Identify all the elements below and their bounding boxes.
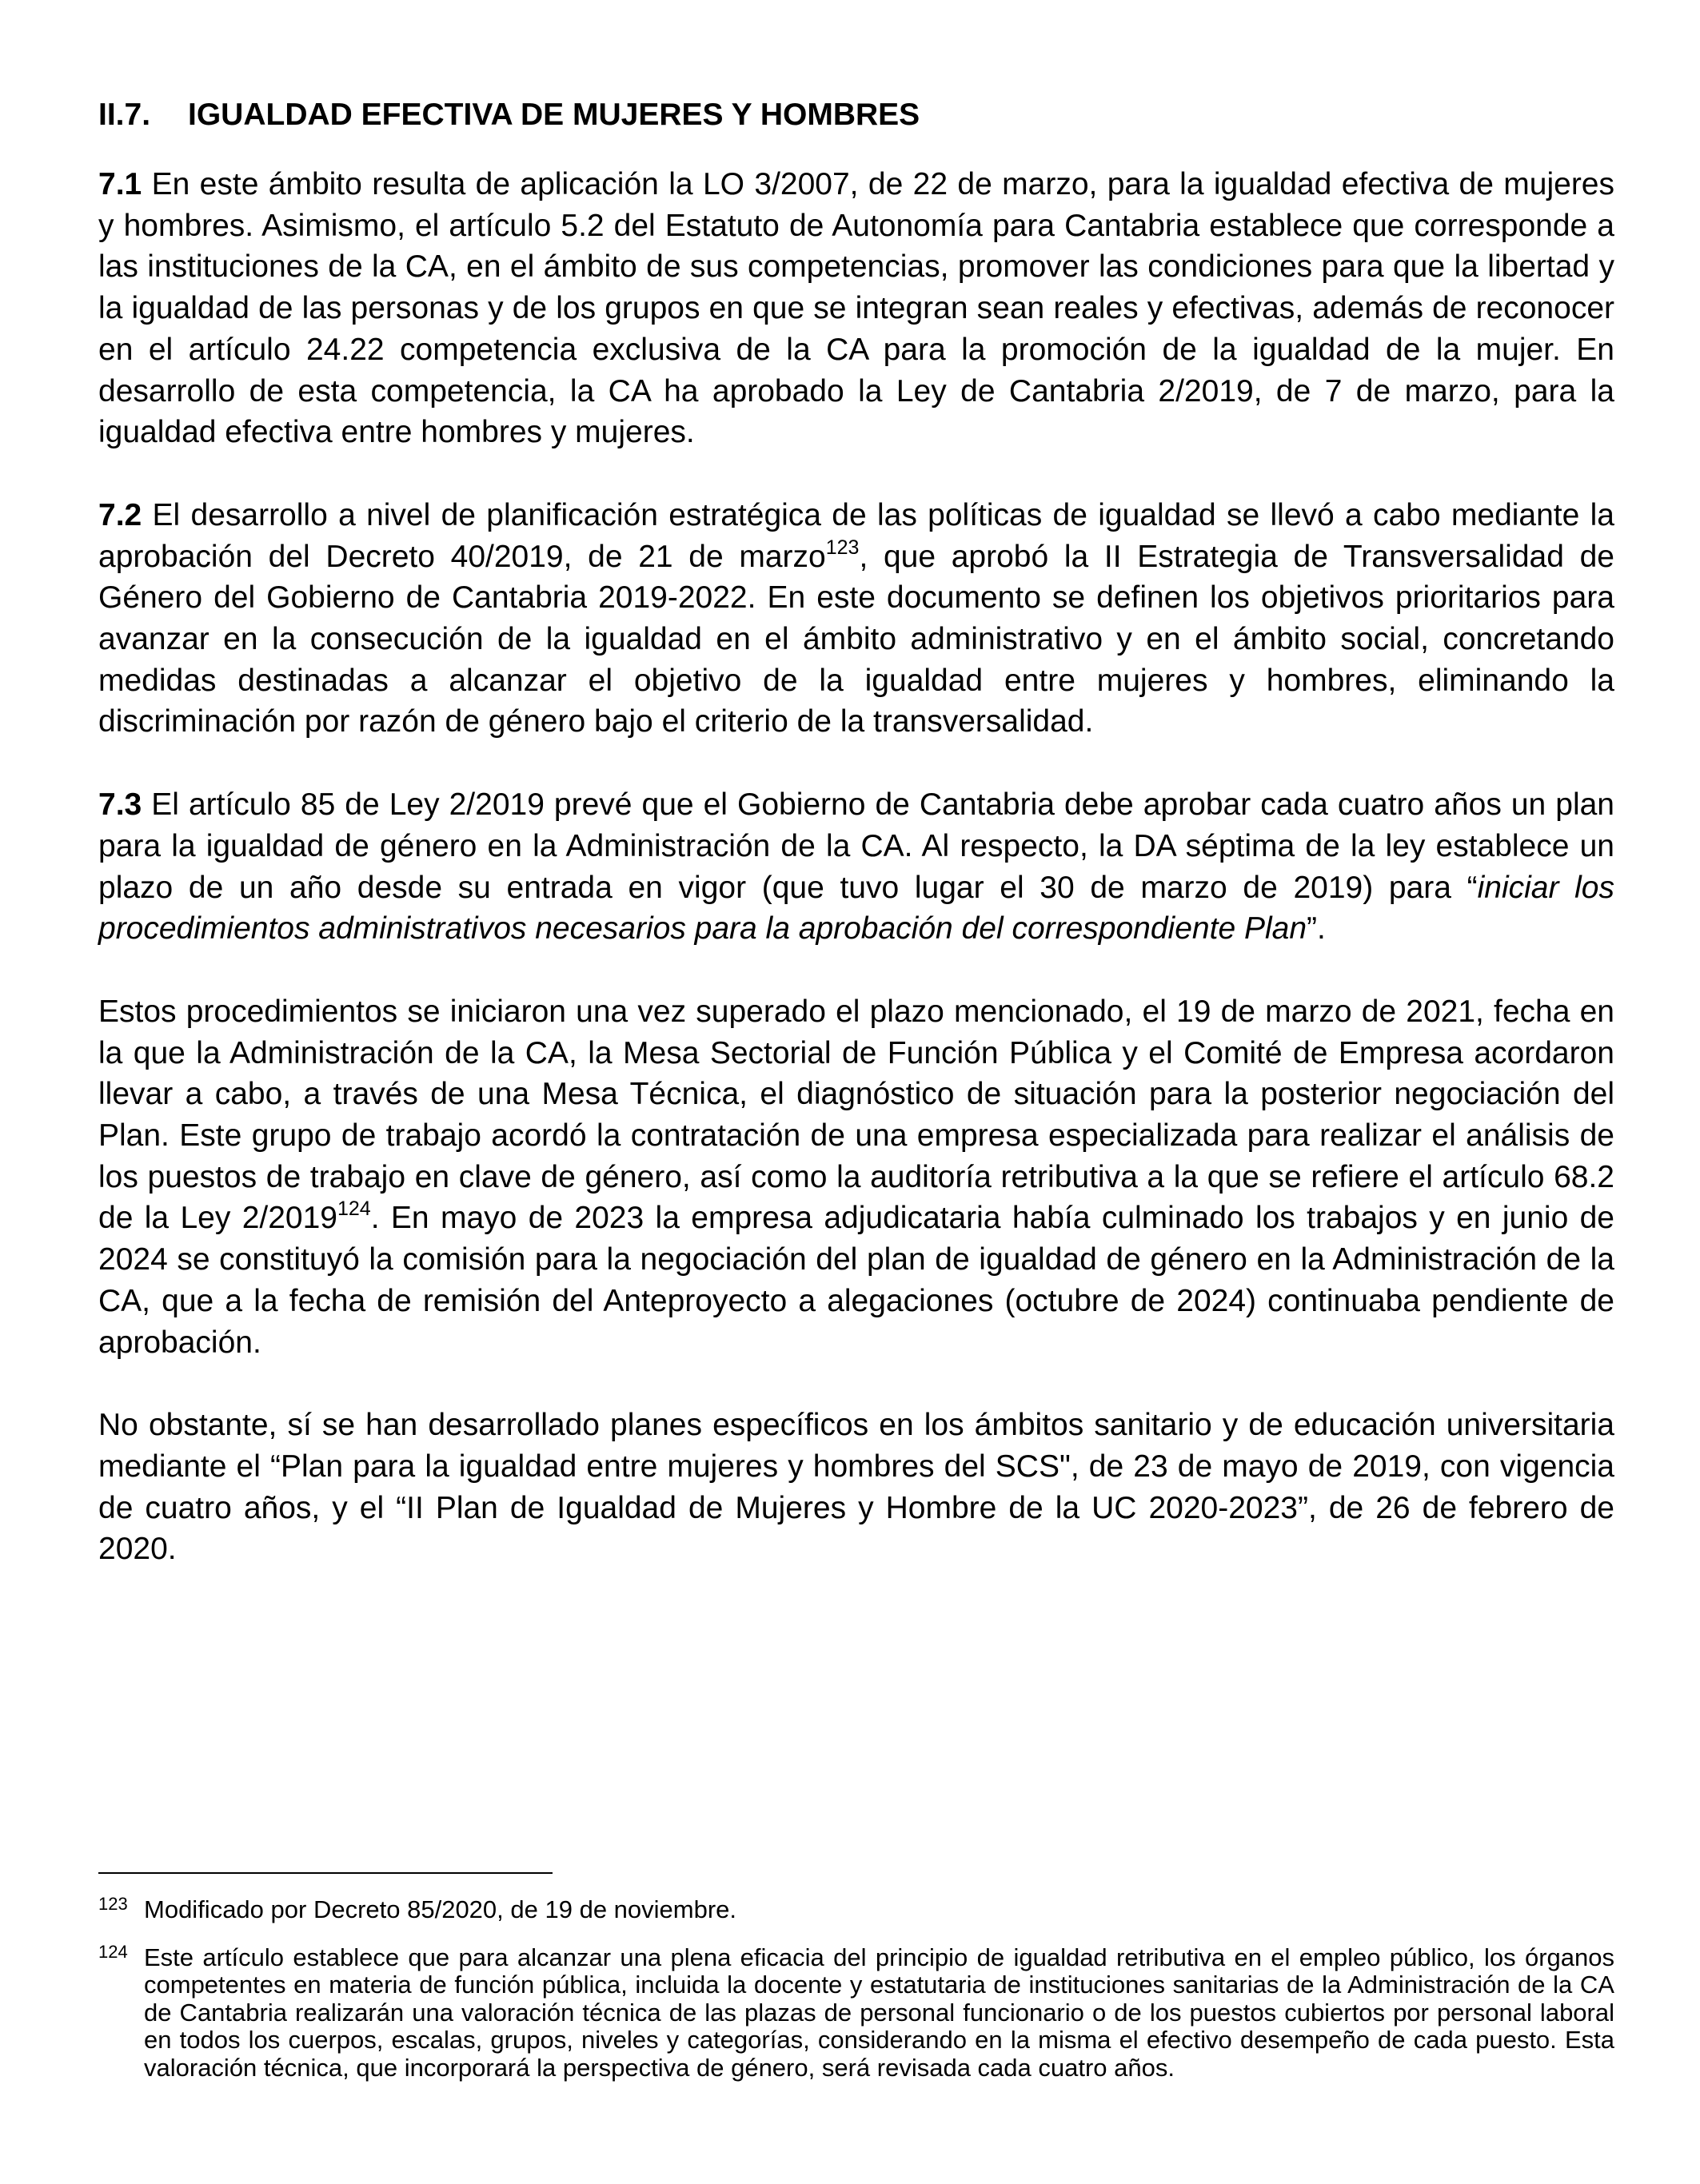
footnote-ref-123[interactable]: 123 <box>825 536 860 559</box>
section-number: II.7. <box>98 98 151 132</box>
footnote-ref-124[interactable]: 124 <box>337 1198 371 1221</box>
paragraph-text: En este ámbito resulta de aplicación la LO 3/2007, de 22 de marzo, para la igualdad efectiva de mujeres y hombres. Asimismo, el artículo 5.2 del Estatuto de Autonomía para Cantabria establece que corresponde a las instituciones de la CA, en el ámbito de sus competencias, promover las condiciones para que la libertad y la igualdad de las personas y de los grupos en que se integran sean reales y efectivas, además de reconocer en el artículo 24.22 competencia exclusiva de la CA para la promoción de la igualdad de la mujer. En desarrollo de esta competencia, la CA ha aprobado la Ley de Cantabria 2/2019, de 7 de marzo, para la igualdad efectiva entre hombres y mujeres. <box>98 167 1614 450</box>
paragraph-number: 7.2 <box>98 497 142 532</box>
section-heading <box>98 94 1614 136</box>
paragraph-7-1 <box>98 164 1614 453</box>
paragraph-7-3 <box>98 784 1614 950</box>
document-body <box>98 94 1614 1612</box>
quoted-text: iniciar los procedimientos administrativos necesarios para la aprobación del correspondiente Plan <box>98 870 1614 947</box>
paragraph-number: 7.3 <box>98 787 142 823</box>
section-title: IGUALDAD EFECTIVA DE MUJERES Y HOMBRES <box>188 98 920 132</box>
paragraph-text: Estos procedimientos se iniciaron una vez superado el plazo mencionado, el 19 de marzo de 2021, fecha en la que la Administración de la CA, la Mesa Sectorial de Función Pública y el Comité de Empresa acordaron llevar a cabo, a través de una Mesa Técnica, el diagnóstico de situación para la posterior negociación del Plan. Este grupo de trabajo acordó la contratación de una empresa especializada para realizar el análisis de los puestos de trabajo en clave de género, así como la auditoría retributiva a la que se refiere el artículo 68.2 de la Ley 2/2019 <box>98 994 1614 1236</box>
paragraph-text: ”. <box>1307 911 1326 947</box>
footnotes <box>98 1872 1614 2102</box>
paragraph-number: 7.1 <box>98 167 142 201</box>
footnote-124 <box>98 1941 1614 2082</box>
paragraph-text: . En mayo de 2023 la empresa adjudicataria había culminado los trabajos y en junio de 2024 se constituyó la comisión para la negociación del plan de igualdad de género en la Administración de la CA, que a la fecha de remisión del Anteproyecto a alegaciones (octubre de 2024) continuaba pendiente de aprobación. <box>98 1201 1615 1360</box>
paragraph-procedures <box>98 991 1614 1363</box>
footnote-text: Modificado por Decreto 85/2020, de 19 de noviembre. <box>144 1895 737 1923</box>
paragraph-text: No obstante, sí se han desarrollado planes específicos en los ámbitos sanitario y de educación universitaria mediante el “Plan para la igualdad entre mujeres y hombres del SCS", de 23 de mayo de 2019, con vigencia de cuatro años, y el “II Plan de Igualdad de Mujeres y Hombre de la UC 2020-2023”, de 26 de febrero de 2020. <box>98 1408 1614 1567</box>
paragraph-text: El desarrollo a nivel de planificación estratégica de las políticas de igualdad se llevó a cabo mediante la aprobación del Decreto 40/2019, de 21 de marzo <box>98 497 1614 574</box>
footnote-mark: 124 <box>98 1941 128 1962</box>
footnote-mark: 123 <box>98 1894 128 1914</box>
paragraph-7-2 <box>98 495 1614 743</box>
paragraph-specific-plans <box>98 1405 1614 1570</box>
paragraph-text: El artículo 85 de Ley 2/2019 prevé que el Gobierno de Cantabria debe aprobar cada cuatro años un plan para la igualdad de género en la Administración de la CA. Al respecto, la DA séptima de la ley establece un plazo de un año desde su entrada en vigor (que tuvo lugar el 30 de marzo de 2019) para “ <box>98 787 1614 905</box>
paragraph-text: , que aprobó la II Estrategia de Transversalidad de Género del Gobierno de Cantabria 2019-2022. En este documento se definen los objetivos prioritarios para avanzar en la consecución de la igualdad en el ámbito administrativo y en el ámbito social, concretando medidas destinadas a alcanzar el objetivo de la igualdad entre mujeres y hombres, eliminando la discriminación por razón de género bajo el criterio de la transversalidad. <box>98 539 1614 739</box>
footnote-text: Este artículo establece que para alcanzar una plena eficacia del principio de igualdad retributiva en el empleo público, los órganos competentes en materia de función pública, incluida la docente y estatutaria de instituciones sanitarias de la Administración de la CA de Cantabria realizarán una valoración técnica de las plazas de personal funcionario o de los puestos cubiertos por personal laboral en todos los cuerpos, escalas, grupos, niveles y categorías, considerando en la misma el efectivo desempeño de cada puesto. Esta valoración técnica, que incorporará la perspectiva de género, será revisada cada cuatro años. <box>144 1943 1614 2082</box>
footnote-123 <box>98 1896 1614 1924</box>
footnote-divider <box>98 1872 553 1874</box>
